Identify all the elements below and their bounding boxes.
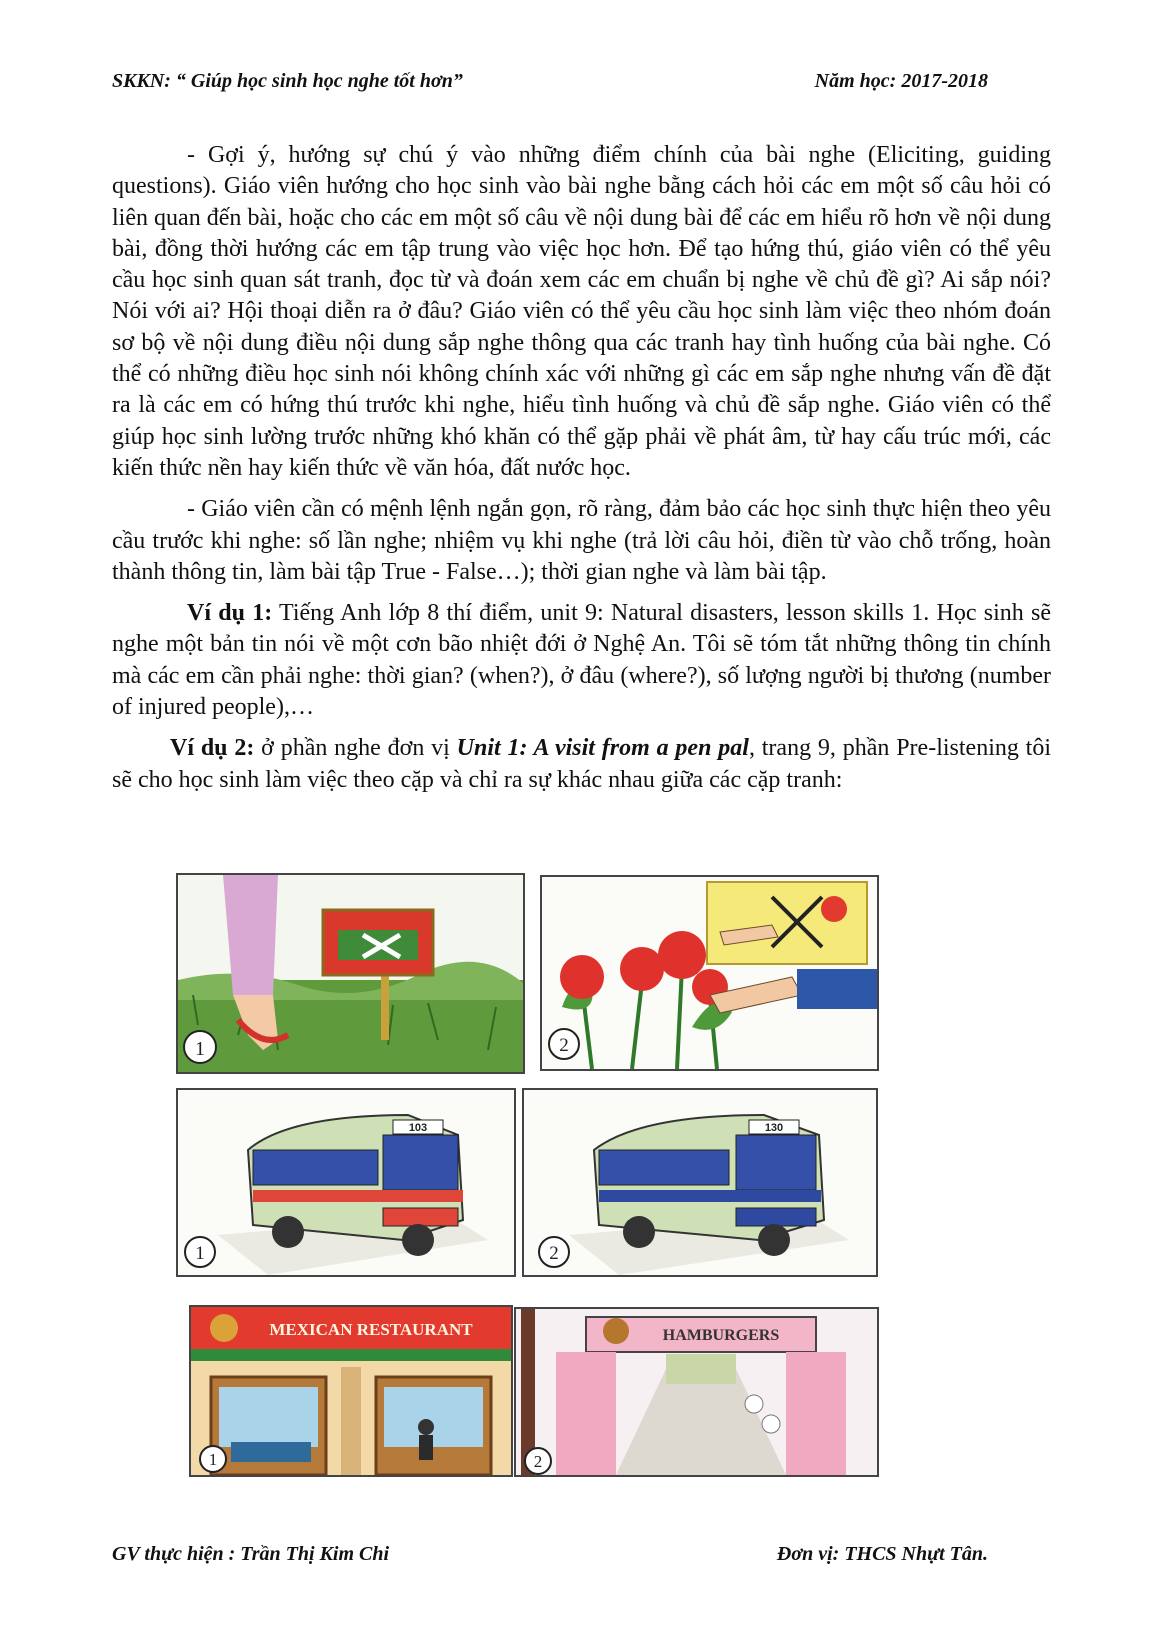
header-title: SKKN: “ Giúp học sinh học nghe tốt hơn” <box>112 70 463 92</box>
paragraph-instructions: - Giáo viên cần có mệnh lệnh ngắn gọn, rõ ràng, đảm bảo các học sinh thực hiện theo yêu cầu trước khi nghe: số lần nghe; nhiệm vụ khi nghe (trả lời câu hỏi, điền từ vào chỗ trống, hoàn thành thông tin, làm bài tập True - False…); thời gian nghe và làm bài tập. <box>112 496 1051 585</box>
bus-route-number: 130 <box>764 1122 784 1134</box>
footer-school: Đơn vị: THCS Nhựt Tân. <box>776 1543 988 1565</box>
header-school-year: Năm học: 2017-2018 <box>814 70 988 92</box>
paragraph-example-2 <box>112 733 1051 796</box>
restaurant-sign: HAMBURGERS <box>662 1327 780 1344</box>
bus-route-number: 103 <box>408 1122 428 1134</box>
picture-number: 2 <box>533 1452 543 1471</box>
picture-number: 1 <box>208 1450 218 1469</box>
picture-hamburgers <box>514 1307 879 1477</box>
paragraph-example-1 <box>112 598 1051 723</box>
example-2-pre: ở phần nghe đơn vị <box>254 735 457 762</box>
picture-number: 1 <box>195 1038 205 1060</box>
picture-bus-103 <box>176 1088 516 1277</box>
picture-number: 1 <box>195 1243 205 1264</box>
paragraph-eliciting: - Gợi ý, hướng sự chú ý vào những điểm chính của bài nghe (Eliciting, guiding questions). Giáo viên hướng cho học sinh vào bài nghe bằng cách hỏi các em một số câu hỏi có liên quan đến bài, hoặc cho các em một số câu về nội dung bài để các em hiểu rõ hơn về nội dung bài, đồng thời hướng các em tập trung vào việc học hơn. Để tạo hứng thú, giáo viên có thể yêu cầu học sinh quan sát tranh, đọc từ và đoán xem các em chuẩn bị nghe về chủ đề gì? Ai sắp nói? Nói với ai? Hội thoại diễn ra ở đâu? Giáo viên có thể yêu cầu học sinh làm việc theo nhóm đoán sơ bộ về nội dung điều nội dung sắp nghe thông qua các tranh hay tình huống của bài nghe. Có thể có những điều học sinh nói không chính xác với những gì các em sắp nghe nhưng vấn đề đặt ra là các em có hứng thú trước khi nghe, hiểu tình huống và chủ đề sắp nghe. Giáo viên có thể giúp học sinh lường trước những khó khăn có thể gặp phải về phát âm, từ hay cấu trúc mới, các kiến thức nền hay kiến thức về văn hóa, đất nước học. <box>112 142 1051 481</box>
picture-bus-130 <box>522 1088 878 1277</box>
picture-pick-flowers <box>540 875 879 1071</box>
page-header <box>112 70 1046 93</box>
footer-teacher: GV thực hiện : Trần Thị Kim Chi <box>112 1543 390 1565</box>
picture-number: 2 <box>559 1035 569 1056</box>
picture-number: 2 <box>549 1243 559 1264</box>
document-body <box>112 140 1051 806</box>
picture-mexican-restaurant <box>189 1305 513 1477</box>
page-footer <box>112 1543 1046 1566</box>
picture-walk-on-grass <box>176 873 525 1074</box>
restaurant-sign: MEXICAN RESTAURANT <box>269 1320 473 1339</box>
example-1-text: Tiếng Anh lớp 8 thí điểm, unit 9: Natural disasters, lesson skills 1. Học sinh sẽ nghe một bản tin nói về một cơn bão nhiệt đới ở Nghệ An. Tôi sẽ tóm tắt những thông tin chính mà các em cần phải nghe: thời gian? (when?), ở đâu (where?), số lượng người bị thương (number of injured people),… <box>112 600 1051 721</box>
example-1-label: Ví dụ 1: <box>187 600 273 627</box>
example-2-unit: Unit 1: A visit from a pen pal <box>456 735 749 762</box>
example-2-post: , trang 9, phần Pre-listening tôi sẽ cho học sinh làm việc theo cặp và chỉ ra sự khác nhau giữa các cặp tranh: <box>112 735 1052 793</box>
example-2-label: Ví dụ 2: <box>170 735 255 762</box>
